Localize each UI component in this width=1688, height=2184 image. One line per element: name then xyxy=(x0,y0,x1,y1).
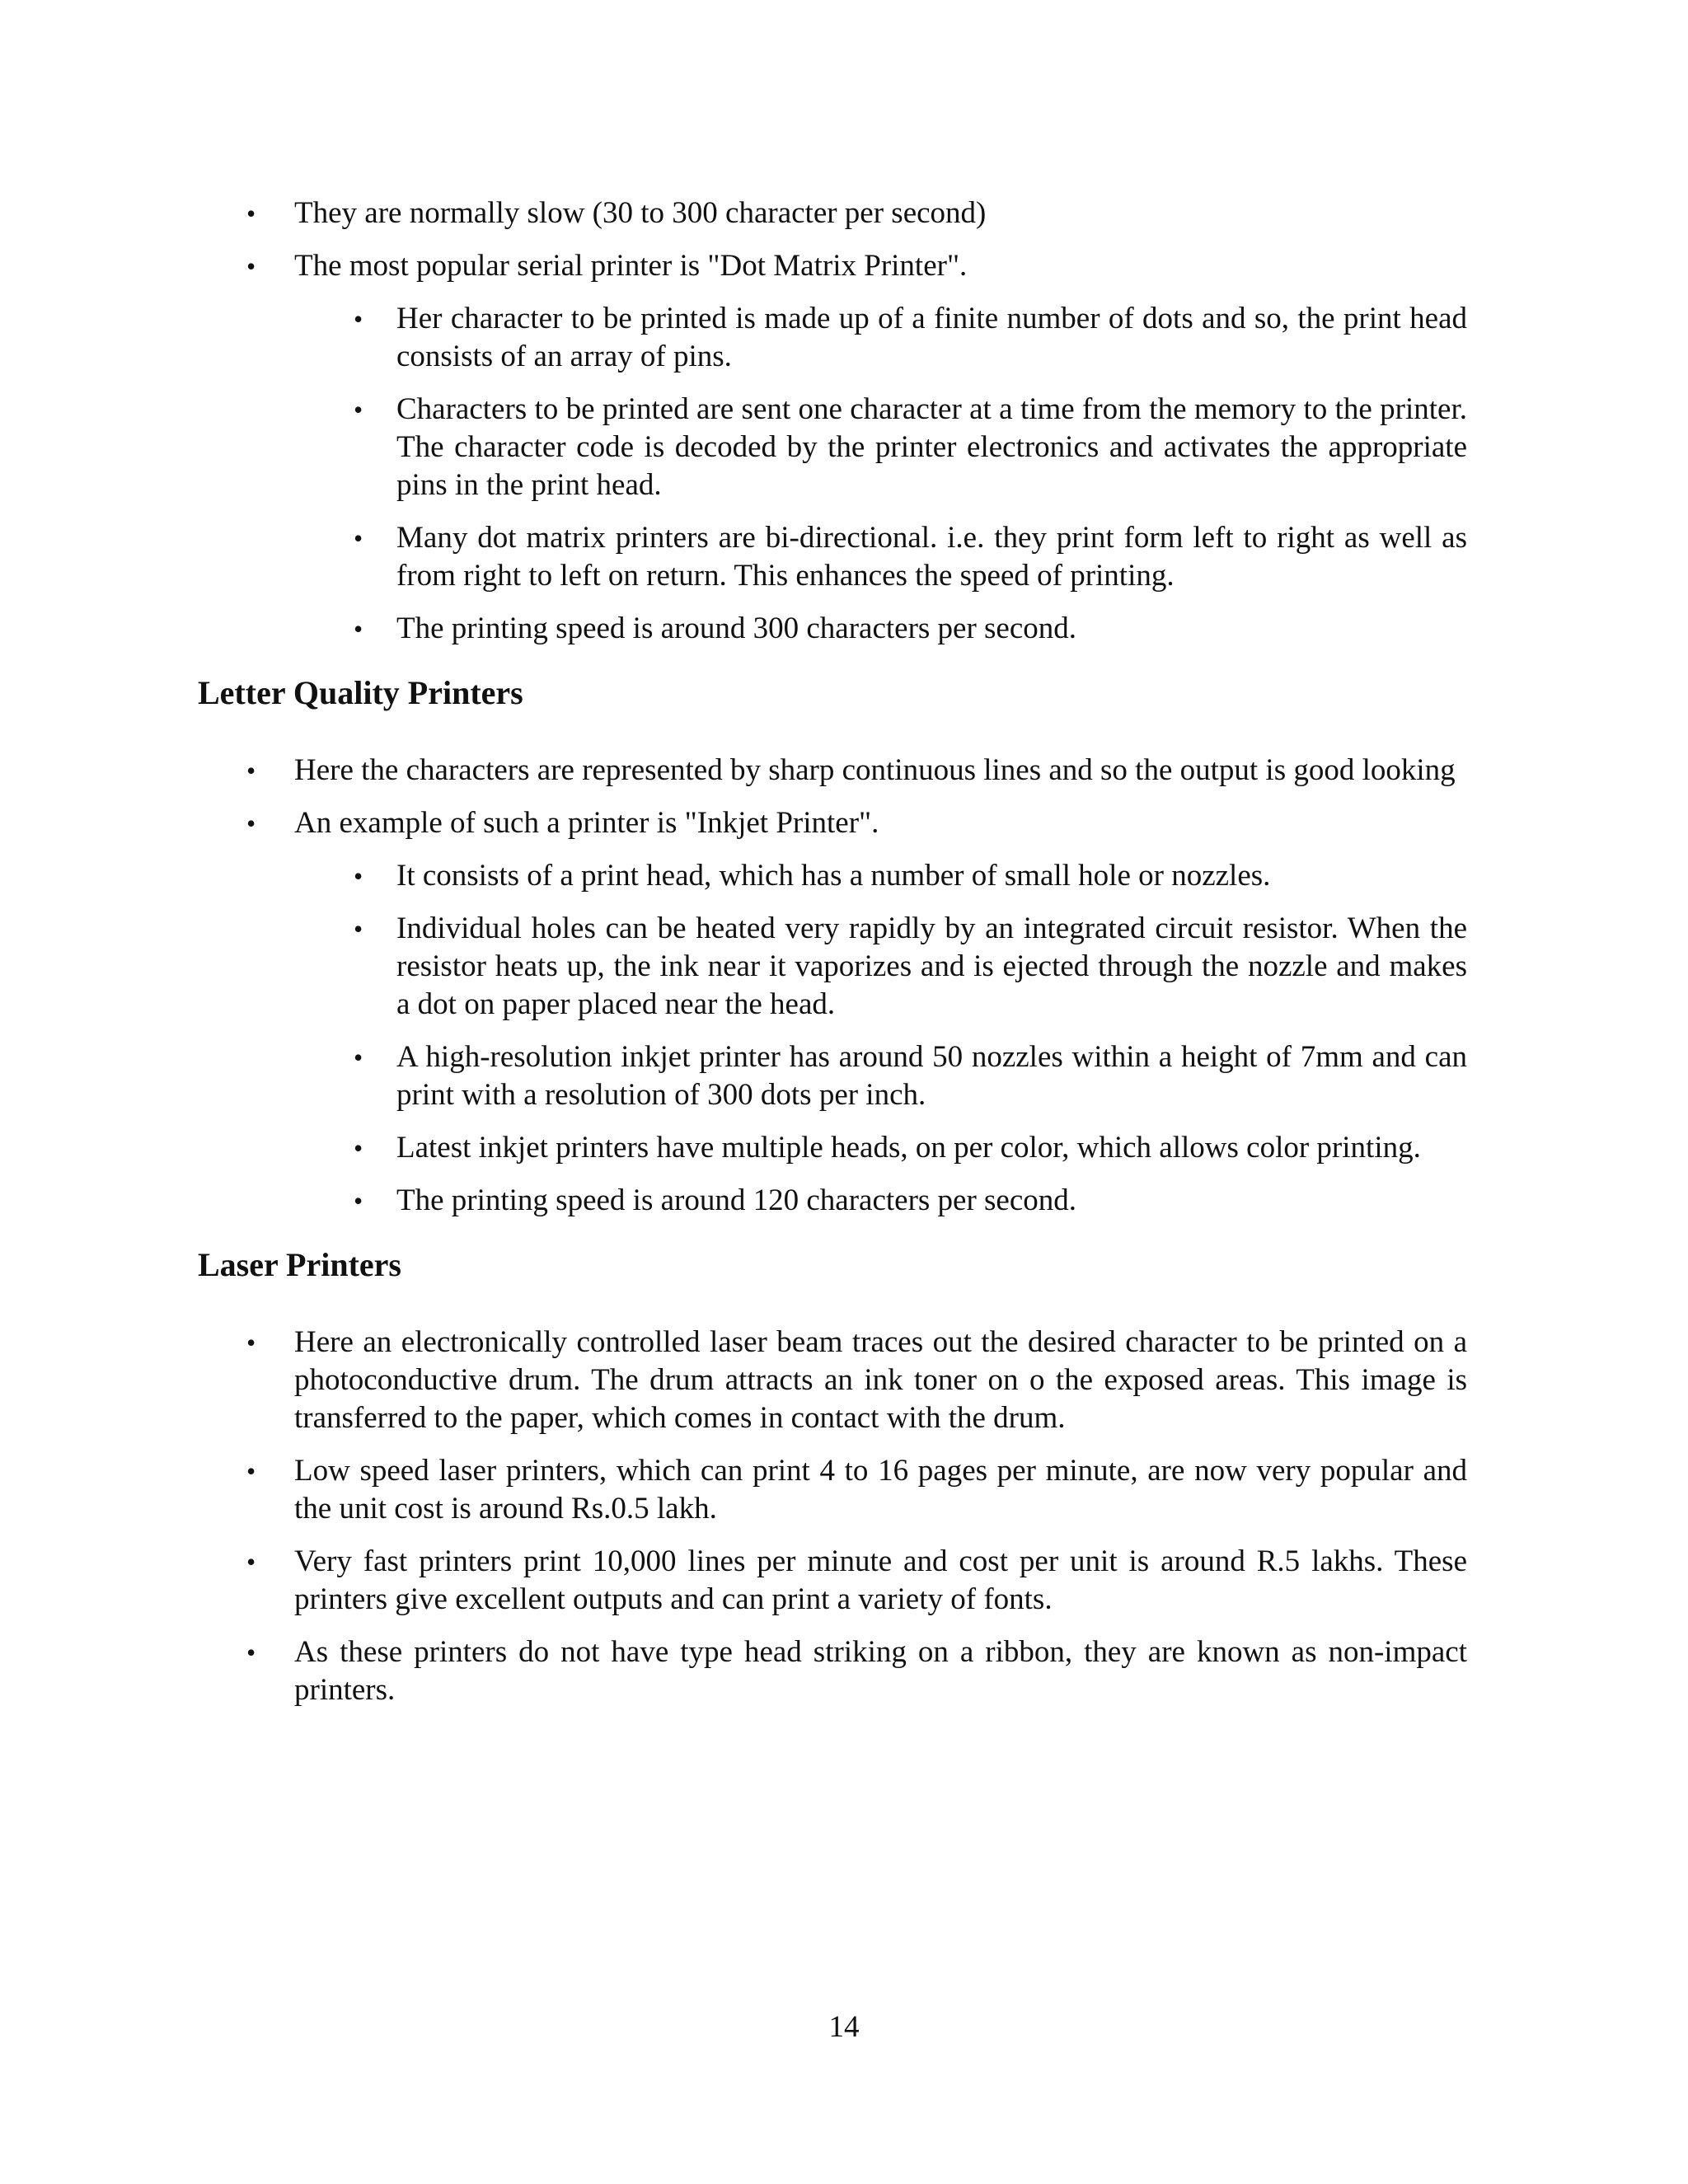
bullet-icon: • xyxy=(354,395,363,424)
bullet-icon: • xyxy=(246,1456,256,1486)
bullet-icon: • xyxy=(246,1638,256,1667)
list-item: • Here the characters are represented by sharp continuous lines and so the output is good looking xyxy=(294,752,1467,790)
continued-bullet-list xyxy=(198,194,1467,648)
bullet-icon: • xyxy=(246,1328,256,1357)
list-item: • The most popular serial printer is "Dot Matrix Printer". xyxy=(294,247,1467,285)
list-item: • Here an electronically controlled laser beam traces out the desired character to be printed on a photoconductive drum. The drum attracts an ink toner on o the exposed areas. This image is transferred to the paper, which comes in contact with the drum. xyxy=(246,1325,1467,1435)
bullet-icon: • xyxy=(246,1547,256,1577)
list-item: • The printing speed is around 120 characters per second. xyxy=(396,1182,1467,1220)
list-item: • Her character to be printed is made up of a finite number of dots and so, the print head consists of an array of pins. xyxy=(354,302,1467,373)
letter-quality-bullet-list xyxy=(198,752,1467,1220)
bullet-icon: • xyxy=(354,304,363,334)
list-item: • They are normally slow (30 to 300 character per second) xyxy=(294,194,1467,232)
page-number: 14 xyxy=(828,2010,860,2044)
list-item: • Latest inkjet printers have multiple heads, on per color, which allows color printing. xyxy=(396,1129,1467,1167)
bullet-icon: • xyxy=(354,1186,363,1216)
bullet-icon: • xyxy=(354,1133,363,1163)
list-item: • It consists of a print head, which has a number of small hole or nozzles. xyxy=(396,857,1467,895)
bullet-icon: • xyxy=(354,614,363,644)
list-item: • Many dot matrix printers are bi-directional. i.e. they print form left to right as well as from right to left on return. This enhances the speed of printing. xyxy=(354,521,1467,593)
list-item: • Characters to be printed are sent one character at a time from the memory to the printer. The character code is decoded by the printer electronics and activates the appropriate pins in the print head. xyxy=(354,392,1467,502)
bullet-icon: • xyxy=(354,861,363,891)
list-item: • Individual holes can be heated very rapidly by an integrated circuit resistor. When the resistor heats up, the ink near it vaporizes and is ejected through the nozzle and makes a dot on paper placed near the head. xyxy=(354,912,1467,1021)
bullet-icon: • xyxy=(354,914,363,944)
bullet-icon: • xyxy=(246,756,256,785)
bullet-icon: • xyxy=(246,251,256,281)
list-item: • The printing speed is around 300 characters per second. xyxy=(396,610,1467,648)
bullet-icon: • xyxy=(354,523,363,553)
page-content xyxy=(198,194,1467,1724)
section-heading-laser-printers: Laser Printers xyxy=(198,1246,401,1283)
list-item: • As these printers do not have type head striking on a ribbon, they are known as non-impact printers. xyxy=(246,1635,1467,1707)
bullet-icon: • xyxy=(246,808,256,838)
section-heading-letter-quality-printers: Letter Quality Printers xyxy=(198,674,523,711)
bullet-icon: • xyxy=(354,1043,363,1072)
list-item: • Very fast printers print 10,000 lines per minute and cost per unit is around R.5 lakhs. These printers give excellent outputs and can print a variety of fonts. xyxy=(246,1544,1467,1616)
list-item: • An example of such a printer is "Inkjet Printer". xyxy=(294,804,1467,842)
bullet-icon: • xyxy=(246,199,256,228)
laser-printers-bullet-list xyxy=(198,1324,1467,1709)
list-item: • Low speed laser printers, which can print 4 to 16 pages per minute, are now very popular and the unit cost is around Rs.0.5 lakh. xyxy=(246,1454,1467,1526)
list-item: • A high-resolution inkjet printer has around 50 nozzles within a height of 7mm and can print with a resolution of 300 dots per inch. xyxy=(354,1040,1467,1112)
